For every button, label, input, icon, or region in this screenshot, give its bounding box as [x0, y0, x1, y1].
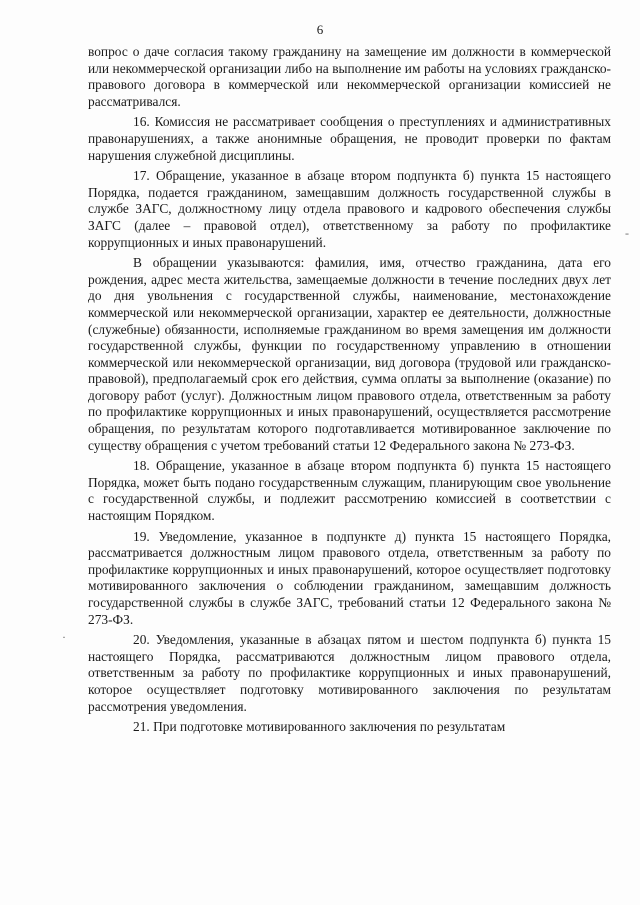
- scan-mark: ·: [62, 630, 66, 644]
- paragraph-continuation: вопрос о даче согласия такому гражданину на замещение им должности в коммерческой или некоммерческой организации либо на выполнение им работы на условиях гражданско-правового договора в коммерческой или некоммерческой организации комиссией не рассматривался.: [88, 44, 611, 109]
- paragraph-18: 18. Обращение, указанное в абзаце втором подпункта б) пункта 15 настоящего Порядка, может быть подано государственным служащим, планирующим свое увольнение с государственной службы, и подлежит рассмотрению комиссией в соответствии с настоящим Порядком.: [88, 458, 611, 524]
- paragraph-17: 17. Обращение, указанное в абзаце втором подпункта б) пункта 15 настоящего Порядка, подается гражданином, замещавшим должность государственной службы в службе ЗАГС, должностному лицу отдела правового и кадрового обеспечения службы ЗАГС (далее – правовой отдел), ответственному за работу по профилактике коррупционных и иных правонарушений.: [88, 168, 611, 250]
- paragraph-20: 20. Уведомления, указанные в абзацах пятом и шестом подпункта б) пункта 15 настоящего Порядка, рассматриваются должностным лицом правового отдела, ответственным за работу по профилактике коррупционных и иных правонарушений, которое осуществляет подготовку мотивированного заключения по результатам рассмотрения уведомления.: [88, 632, 611, 714]
- paragraph-19: 19. Уведомление, указанное в подпункте д) пункта 15 настоящего Порядка, рассматривается должностным лицом правового отдела, ответственным за работу по профилактике коррупционных и иных правонарушений, которое осуществляет подготовку мотивированного заключения о соблюдении гражданином, замещавшим должность государственной службы в службе ЗАГС, требований статьи 12 Федерального закона № 273-ФЗ.: [88, 528, 611, 627]
- page-number: 6: [316, 22, 324, 37]
- paragraph-21-start: 21. При подготовке мотивированного заключения по результатам: [133, 719, 506, 735]
- paragraph-16: 16. Комиссия не рассматривает сообщения о преступлениях и административных правонарушениях, а также анонимные обращения, не проводит проверки по фактам нарушения служебной дисциплины.: [88, 114, 611, 163]
- document-body: [88, 44, 611, 740]
- paragraph-17-details: В обращении указываются: фамилия, имя, отчество гражданина, дата его рождения, адрес места жительства, замещаемые должности в течение последних двух лет до дня увольнения с государственной службы, наименование, местонахождение коммерческой или некоммерческой организации, характер ее деятельности, должностные (служебные) обязанности, исполняемые гражданином во время замещения им должности государственной службы, функции по государственному управлению в отношении коммерческой или некоммерческой организации, вид договора (трудовой или гражданско-правовой), предполагаемый срок его действия, сумма оплаты за выполнение (оказание) по договору работ (услуг). Должностным лицом правового отдела, ответственным за работу по профилактике коррупционных и иных правонарушений, осуществляется рассмотрение обращения, по результатам которого подготавливается мотивированное заключение по существу обращения с учетом требований статьи 12 Федерального закона № 273-ФЗ.: [88, 255, 611, 453]
- scan-mark: ‐: [625, 226, 629, 240]
